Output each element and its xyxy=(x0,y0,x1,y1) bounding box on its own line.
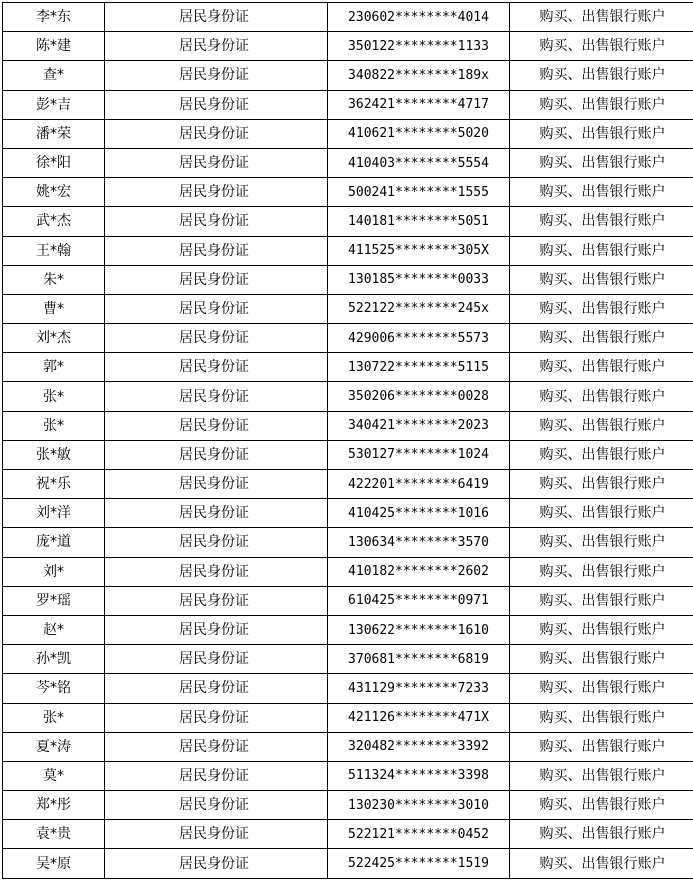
table-row xyxy=(3,236,693,265)
id-number-cell: 522121********0452 xyxy=(328,820,510,849)
name-cell: 刘*洋 xyxy=(3,499,105,528)
reason-cell: 购买、出售银行账户 xyxy=(510,324,693,353)
name-cell: 查* xyxy=(3,61,105,90)
id-number-cell: 130622********1610 xyxy=(328,615,510,644)
reason-cell: 购买、出售银行账户 xyxy=(510,791,693,820)
id-number-cell: 350206********0028 xyxy=(328,382,510,411)
document-type-cell: 居民身份证 xyxy=(105,470,328,499)
id-number-cell: 350122********1133 xyxy=(328,32,510,61)
document-type-cell: 居民身份证 xyxy=(105,761,328,790)
id-number-cell: 522425********1519 xyxy=(328,849,510,878)
reason-cell: 购买、出售银行账户 xyxy=(510,820,693,849)
reason-cell: 购买、出售银行账户 xyxy=(510,178,693,207)
document-type-cell: 居民身份证 xyxy=(105,557,328,586)
document-type-cell: 居民身份证 xyxy=(105,586,328,615)
id-number-cell: 530127********1024 xyxy=(328,440,510,469)
document-type-cell: 居民身份证 xyxy=(105,265,328,294)
document-type-cell: 居民身份证 xyxy=(105,3,328,32)
reason-cell: 购买、出售银行账户 xyxy=(510,3,693,32)
document-type-cell: 居民身份证 xyxy=(105,499,328,528)
table-row xyxy=(3,820,693,849)
document-type-cell: 居民身份证 xyxy=(105,294,328,323)
id-number-cell: 410403********5554 xyxy=(328,148,510,177)
name-cell: 朱* xyxy=(3,265,105,294)
name-cell: 孙*凯 xyxy=(3,645,105,674)
table-row xyxy=(3,440,693,469)
reason-cell: 购买、出售银行账户 xyxy=(510,236,693,265)
document-type-cell: 居民身份证 xyxy=(105,703,328,732)
name-cell: 陈*建 xyxy=(3,32,105,61)
reason-cell: 购买、出售银行账户 xyxy=(510,761,693,790)
reason-cell: 购买、出售银行账户 xyxy=(510,411,693,440)
name-cell: 姚*宏 xyxy=(3,178,105,207)
name-cell: 刘*杰 xyxy=(3,324,105,353)
name-cell: 吴*原 xyxy=(3,849,105,878)
reason-cell: 购买、出售银行账户 xyxy=(510,703,693,732)
reason-cell: 购买、出售银行账户 xyxy=(510,148,693,177)
reason-cell: 购买、出售银行账户 xyxy=(510,849,693,878)
reason-cell: 购买、出售银行账户 xyxy=(510,353,693,382)
reason-cell: 购买、出售银行账户 xyxy=(510,207,693,236)
id-number-cell: 370681********6819 xyxy=(328,645,510,674)
name-cell: 郭* xyxy=(3,353,105,382)
reason-cell: 购买、出售银行账户 xyxy=(510,499,693,528)
table-row xyxy=(3,411,693,440)
table-row xyxy=(3,645,693,674)
document-type-cell: 居民身份证 xyxy=(105,353,328,382)
table-row xyxy=(3,294,693,323)
reason-cell: 购买、出售银行账户 xyxy=(510,645,693,674)
table-row xyxy=(3,586,693,615)
reason-cell: 购买、出售银行账户 xyxy=(510,119,693,148)
id-number-cell: 320482********3392 xyxy=(328,732,510,761)
reason-cell: 购买、出售银行账户 xyxy=(510,586,693,615)
reason-cell: 购买、出售银行账户 xyxy=(510,32,693,61)
records-table xyxy=(2,2,693,879)
name-cell: 袁*贵 xyxy=(3,820,105,849)
name-cell: 庞*道 xyxy=(3,528,105,557)
table-row xyxy=(3,761,693,790)
name-cell: 芩*铭 xyxy=(3,674,105,703)
table-row xyxy=(3,557,693,586)
table-row xyxy=(3,32,693,61)
records-table-body xyxy=(3,3,693,879)
id-number-cell: 511324********3398 xyxy=(328,761,510,790)
table-row xyxy=(3,265,693,294)
table-row xyxy=(3,703,693,732)
name-cell: 罗*瑶 xyxy=(3,586,105,615)
document-type-cell: 居民身份证 xyxy=(105,178,328,207)
document-type-cell: 居民身份证 xyxy=(105,615,328,644)
document-type-cell: 居民身份证 xyxy=(105,791,328,820)
reason-cell: 购买、出售银行账户 xyxy=(510,674,693,703)
document-type-cell: 居民身份证 xyxy=(105,61,328,90)
reason-cell: 购买、出售银行账户 xyxy=(510,265,693,294)
id-number-cell: 431129********7233 xyxy=(328,674,510,703)
name-cell: 武*杰 xyxy=(3,207,105,236)
name-cell: 王*翰 xyxy=(3,236,105,265)
table-row xyxy=(3,674,693,703)
name-cell: 祝*乐 xyxy=(3,470,105,499)
id-number-cell: 500241********1555 xyxy=(328,178,510,207)
table-row xyxy=(3,849,693,878)
reason-cell: 购买、出售银行账户 xyxy=(510,615,693,644)
table-row xyxy=(3,732,693,761)
reason-cell: 购买、出售银行账户 xyxy=(510,440,693,469)
document-type-cell: 居民身份证 xyxy=(105,236,328,265)
table-row xyxy=(3,61,693,90)
document-type-cell: 居民身份证 xyxy=(105,528,328,557)
id-number-cell: 422201********6419 xyxy=(328,470,510,499)
id-number-cell: 230602********4014 xyxy=(328,3,510,32)
reason-cell: 购买、出售银行账户 xyxy=(510,61,693,90)
reason-cell: 购买、出售银行账户 xyxy=(510,382,693,411)
id-number-cell: 130634********3570 xyxy=(328,528,510,557)
name-cell: 张* xyxy=(3,382,105,411)
document-type-cell: 居民身份证 xyxy=(105,674,328,703)
id-number-cell: 340421********2023 xyxy=(328,411,510,440)
document-type-cell: 居民身份证 xyxy=(105,440,328,469)
name-cell: 莫* xyxy=(3,761,105,790)
document-type-cell: 居民身份证 xyxy=(105,411,328,440)
name-cell: 李*东 xyxy=(3,3,105,32)
reason-cell: 购买、出售银行账户 xyxy=(510,294,693,323)
table-row xyxy=(3,470,693,499)
document-type-cell: 居民身份证 xyxy=(105,119,328,148)
table-row xyxy=(3,615,693,644)
table-row xyxy=(3,207,693,236)
reason-cell: 购买、出售银行账户 xyxy=(510,528,693,557)
id-number-cell: 340822********189x xyxy=(328,61,510,90)
reason-cell: 购买、出售银行账户 xyxy=(510,470,693,499)
id-number-cell: 410182********2602 xyxy=(328,557,510,586)
id-number-cell: 421126********471X xyxy=(328,703,510,732)
table-row xyxy=(3,3,693,32)
table-row xyxy=(3,499,693,528)
id-number-cell: 130722********5115 xyxy=(328,353,510,382)
document-type-cell: 居民身份证 xyxy=(105,849,328,878)
document-type-cell: 居民身份证 xyxy=(105,207,328,236)
table-row xyxy=(3,353,693,382)
document-type-cell: 居民身份证 xyxy=(105,732,328,761)
id-number-cell: 429006********5573 xyxy=(328,324,510,353)
id-number-cell: 130185********0033 xyxy=(328,265,510,294)
name-cell: 张*敏 xyxy=(3,440,105,469)
document-type-cell: 居民身份证 xyxy=(105,148,328,177)
reason-cell: 购买、出售银行账户 xyxy=(510,557,693,586)
document-type-cell: 居民身份证 xyxy=(105,645,328,674)
name-cell: 郑*彤 xyxy=(3,791,105,820)
id-number-cell: 522122********245x xyxy=(328,294,510,323)
reason-cell: 购买、出售银行账户 xyxy=(510,90,693,119)
document-type-cell: 居民身份证 xyxy=(105,382,328,411)
id-number-cell: 410425********1016 xyxy=(328,499,510,528)
table-row xyxy=(3,90,693,119)
name-cell: 曹* xyxy=(3,294,105,323)
table-row xyxy=(3,119,693,148)
document-type-cell: 居民身份证 xyxy=(105,324,328,353)
document-type-cell: 居民身份证 xyxy=(105,820,328,849)
id-number-cell: 362421********4717 xyxy=(328,90,510,119)
name-cell: 赵* xyxy=(3,615,105,644)
name-cell: 刘* xyxy=(3,557,105,586)
table-row xyxy=(3,528,693,557)
table-row xyxy=(3,324,693,353)
name-cell: 张* xyxy=(3,411,105,440)
name-cell: 徐*阳 xyxy=(3,148,105,177)
name-cell: 潘*荣 xyxy=(3,119,105,148)
id-number-cell: 410621********5020 xyxy=(328,119,510,148)
id-number-cell: 411525********305X xyxy=(328,236,510,265)
document-type-cell: 居民身份证 xyxy=(105,32,328,61)
document-type-cell: 居民身份证 xyxy=(105,90,328,119)
table-row xyxy=(3,791,693,820)
name-cell: 张* xyxy=(3,703,105,732)
id-number-cell: 130230********3010 xyxy=(328,791,510,820)
table-row xyxy=(3,178,693,207)
table-row xyxy=(3,148,693,177)
id-number-cell: 610425********0971 xyxy=(328,586,510,615)
reason-cell: 购买、出售银行账户 xyxy=(510,732,693,761)
name-cell: 夏*涛 xyxy=(3,732,105,761)
name-cell: 彭*吉 xyxy=(3,90,105,119)
table-row xyxy=(3,382,693,411)
id-number-cell: 140181********5051 xyxy=(328,207,510,236)
